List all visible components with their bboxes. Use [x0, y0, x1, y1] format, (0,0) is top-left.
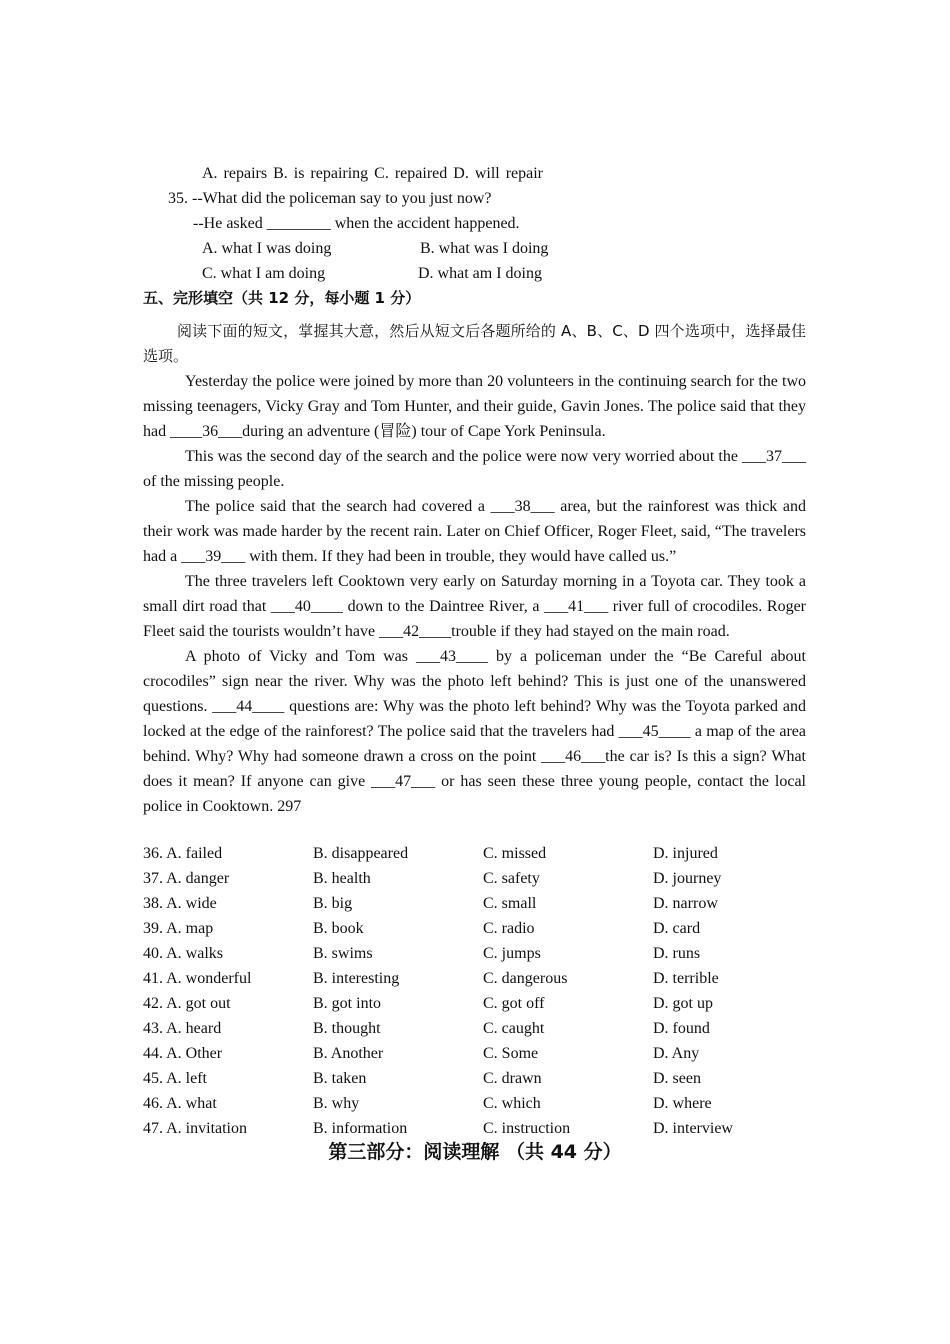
choice-a: 37. A. danger — [143, 870, 230, 887]
choice-d: D. injured — [653, 845, 718, 862]
choice-c: C. drawn — [483, 1070, 542, 1087]
choice-a: 39. A. map — [143, 920, 214, 937]
passage-paragraph-5: A photo of Vicky and Tom was ___43____ by a policeman under the “Be Careful about crocodiles” sign near the river. Why was the photo left behind? This is just one of the unanswered questions. ___44____ questions are: Why was the photo left behind? Why was the Toyota parked and locked at the edge of the rainforest? The police said that the travelers had ___45____ a map of the area behind. Why? Why had someone drawn a cross on the point ___46___the car is? Is this a sign? What does it mean? If anyone can give ___47___ or has seen these three young people, contact the local police in Cooktown. 297 — [143, 648, 806, 815]
choice-b: B. why — [313, 1095, 360, 1112]
choice-c: C. dangerous — [483, 970, 568, 987]
q34-options: A. repairs B. is repairing C. repaired D. will repair — [202, 165, 544, 182]
choice-d: D. card — [653, 920, 701, 937]
passage-paragraph-2: This was the second day of the search and the police were now very worried about the ___37___ of the missing people. — [143, 448, 806, 490]
section5-heading: 五、完形填空（共 12 分，每小题 1 分） — [143, 289, 421, 307]
choice-b: B. Another — [313, 1045, 384, 1062]
choice-a: 47. A. invitation — [143, 1120, 247, 1137]
choices-grid — [143, 841, 823, 1141]
choice-c: C. caught — [483, 1020, 545, 1037]
choice-c: C. which — [483, 1095, 541, 1112]
choice-row-43 — [143, 1016, 823, 1041]
choice-d: D. got up — [653, 995, 713, 1012]
choice-c: C. Some — [483, 1045, 539, 1062]
passage-paragraph-3: The police said that the search had covered a ___38___ area, but the rainforest was thick and their work was made harder by the recent rain. Later on Chief Officer, Roger Fleet, said, “The travelers had a ___39___ with them. If they had been in trouble, they would have called us.” — [143, 498, 806, 565]
q35-stem: 35. --What did the policeman say to you just now? — [168, 190, 492, 207]
choice-a: 42. A. got out — [143, 995, 231, 1012]
choice-row-45 — [143, 1066, 823, 1091]
choice-b: B. big — [313, 895, 353, 912]
choice-b: B. swims — [313, 945, 373, 962]
section5-instruction: 阅读下面的短文，掌握其大意，然后从短文后各题所给的 A、B、C、D 四个选项中，选择最佳选项。 — [143, 322, 806, 365]
choice-b: B. health — [313, 870, 371, 887]
choice-d: D. Any — [653, 1045, 700, 1062]
choice-a: 43. A. heard — [143, 1020, 222, 1037]
passage-paragraph-1: Yesterday the police were joined by more than 20 volunteers in the continuing search for the two missing teenagers, Vicky Gray and Tom Hunter, and their guide, Gavin Jones. The police said that they had ____36___during an adventure (冒险) tour of Cape York Peninsula. — [143, 373, 806, 440]
choice-c: C. radio — [483, 920, 535, 937]
choice-a: 44. A. Other — [143, 1045, 223, 1062]
choice-row-44 — [143, 1041, 823, 1066]
choice-c: C. small — [483, 895, 537, 912]
choice-d: D. runs — [653, 945, 701, 962]
choice-a: 40. A. walks — [143, 945, 223, 962]
choice-d: D. where — [653, 1095, 712, 1112]
choice-b: B. taken — [313, 1070, 367, 1087]
choice-row-46 — [143, 1091, 823, 1116]
choice-b: B. interesting — [313, 970, 400, 987]
choice-d: D. journey — [653, 870, 722, 887]
choice-a: 38. A. wide — [143, 895, 217, 912]
cloze-passage — [143, 369, 806, 819]
choice-b: B. thought — [313, 1020, 381, 1037]
choice-row-40 — [143, 941, 823, 966]
choice-row-47 — [143, 1116, 823, 1141]
choice-b: B. disappeared — [313, 845, 409, 862]
choice-d: D. seen — [653, 1070, 701, 1087]
choice-b: B. information — [313, 1120, 408, 1137]
q35-option-b: B. what was I doing — [420, 240, 549, 257]
section5-instruction-block — [143, 319, 806, 369]
q35-reply: --He asked ________ when the accident happened. — [193, 215, 520, 232]
part3-title: 第三部分：阅读理解 （共 44 分） — [328, 1141, 622, 1163]
choice-row-42 — [143, 991, 823, 1016]
choice-a: 46. A. what — [143, 1095, 217, 1112]
choice-row-37 — [143, 866, 823, 891]
choice-row-36 — [143, 841, 823, 866]
choice-c: C. jumps — [483, 945, 541, 962]
q35-option-d: D. what am I doing — [418, 265, 542, 282]
choice-row-39 — [143, 916, 823, 941]
choice-d: D. found — [653, 1020, 710, 1037]
choice-c: C. instruction — [483, 1120, 571, 1137]
passage-paragraph-4: The three travelers left Cooktown very early on Saturday morning in a Toyota car. They took a small dirt road that ___40____ down to the Daintree River, a ___41___ river full of crocodiles. Roger Fleet said the tourists wouldn’t have ___42____trouble if they had stayed on the main road. — [143, 573, 806, 640]
choice-c: C. got off — [483, 995, 545, 1012]
choice-a: 36. A. failed — [143, 845, 223, 862]
choice-b: B. book — [313, 920, 364, 937]
q35-option-c: C. what I am doing — [202, 265, 326, 282]
choice-c: C. safety — [483, 870, 540, 887]
q35-option-a: A. what I was doing — [202, 240, 332, 257]
choice-b: B. got into — [313, 995, 382, 1012]
choice-c: C. missed — [483, 845, 547, 862]
choice-row-38 — [143, 891, 823, 916]
choice-d: D. interview — [653, 1120, 733, 1137]
choice-a: 45. A. left — [143, 1070, 207, 1087]
choice-row-41 — [143, 966, 823, 991]
choice-a: 41. A. wonderful — [143, 970, 252, 987]
choice-d: D. terrible — [653, 970, 719, 987]
choice-d: D. narrow — [653, 895, 718, 912]
